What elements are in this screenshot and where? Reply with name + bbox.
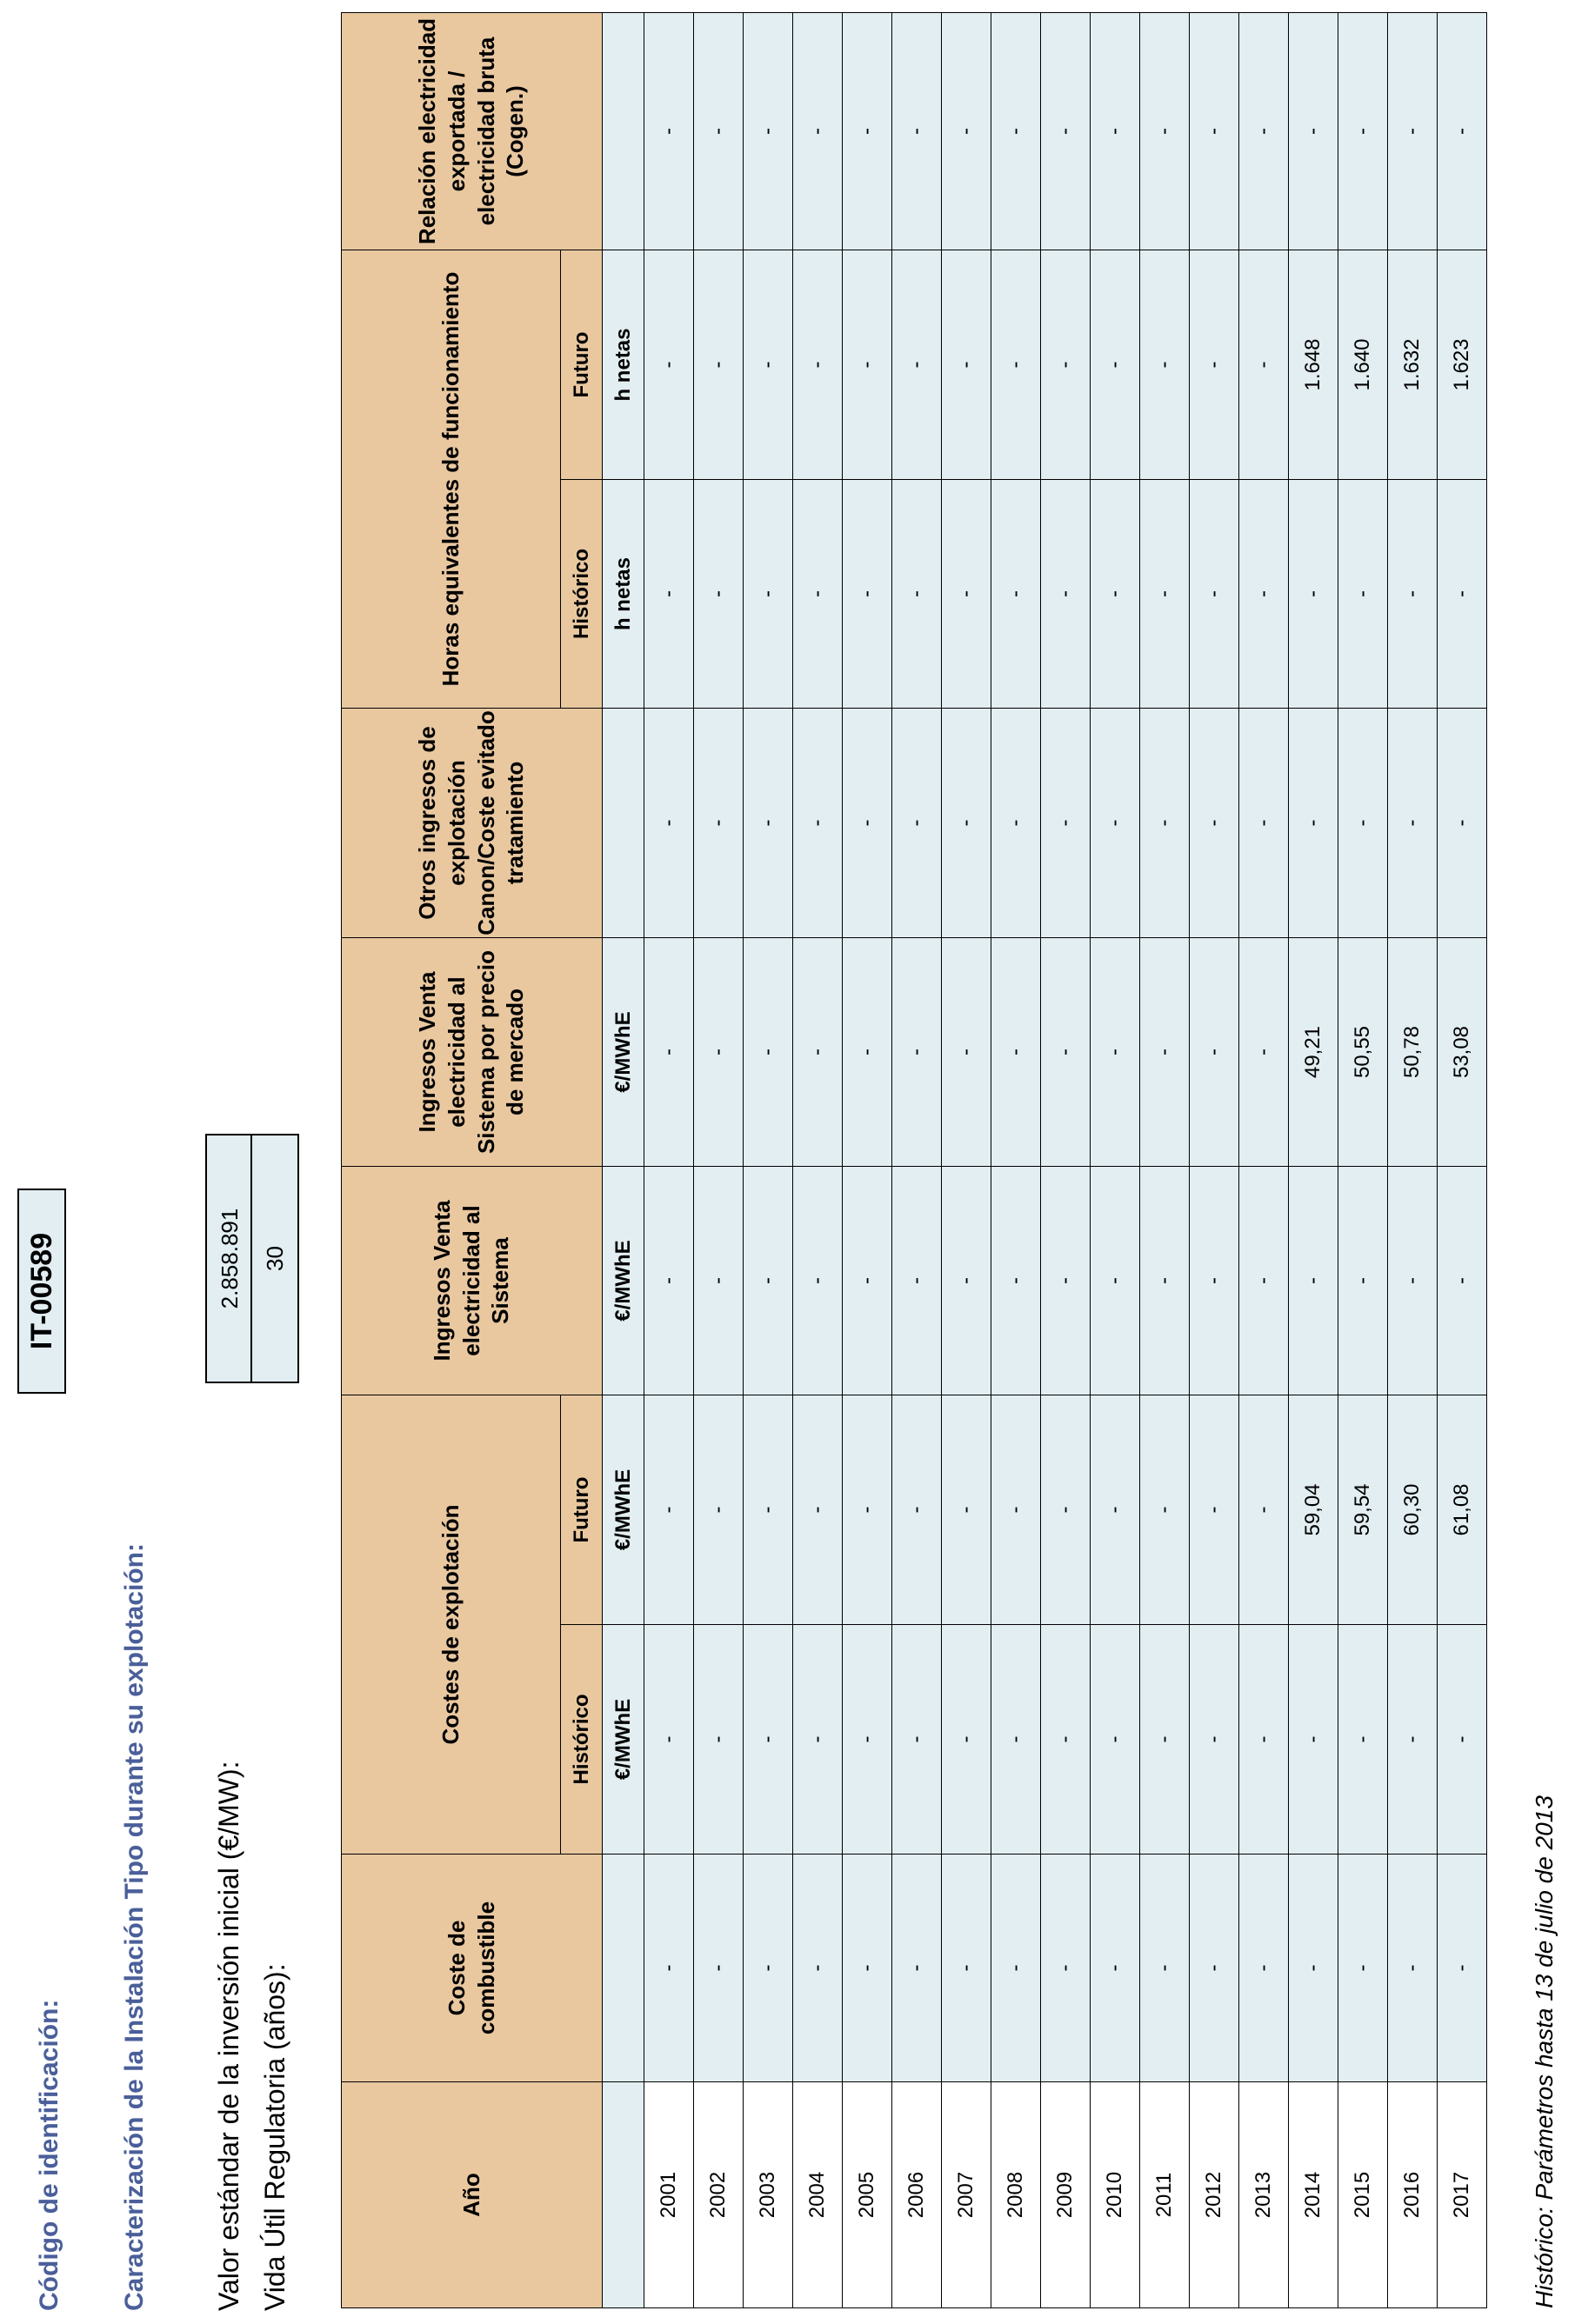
costs-futuro-cell: - — [892, 1395, 942, 1625]
fuel-cell: - — [1190, 1855, 1239, 2082]
other-cell: - — [1388, 709, 1438, 938]
costs-historico-cell: - — [793, 1625, 843, 1855]
ratio-cell: - — [1091, 13, 1140, 250]
table-row — [991, 13, 1041, 2308]
hours-historico-cell: - — [1190, 480, 1239, 709]
ratio-cell: - — [644, 13, 694, 250]
hours-historico-cell: - — [744, 480, 793, 709]
year-cell: 2006 — [892, 2082, 942, 2308]
sales-futuro-cell: - — [1091, 938, 1140, 1167]
hours-futuro-subheader: Futuro — [561, 250, 603, 480]
sales-futuro-cell: - — [942, 938, 991, 1167]
hours-futuro-cell: 1.632 — [1388, 250, 1438, 480]
col-hours-header: Horas equivalentes de funcionamiento — [342, 250, 561, 709]
ratio-cell: - — [1338, 13, 1388, 250]
hours-historico-cell: - — [1140, 480, 1190, 709]
other-cell: - — [1338, 709, 1388, 938]
year-cell: 2013 — [1239, 2082, 1289, 2308]
fuel-cell: - — [1041, 1855, 1091, 2082]
year-cell: 2012 — [1190, 2082, 1239, 2308]
unit-cell: h netas — [603, 250, 644, 480]
hours-futuro-cell: 1.640 — [1338, 250, 1388, 480]
other-cell: - — [1289, 709, 1338, 938]
code-value-box: IT-00589 — [17, 1189, 66, 1394]
unit-cell — [603, 2082, 644, 2308]
life-value-box: 30 — [250, 1134, 299, 1383]
table-row — [694, 13, 744, 2308]
table-row — [1190, 13, 1239, 2308]
year-cell: 2008 — [991, 2082, 1041, 2308]
table-row — [793, 13, 843, 2308]
sales-historico-cell: - — [1388, 1167, 1438, 1395]
costs-historico-cell: - — [744, 1625, 793, 1855]
hours-futuro-cell: - — [744, 250, 793, 480]
costs-historico-cell: - — [1388, 1625, 1438, 1855]
table-row — [744, 13, 793, 2308]
table-row — [644, 13, 694, 2308]
sales-futuro-cell: 50,78 — [1388, 938, 1438, 1167]
ratio-cell: - — [694, 13, 744, 250]
col-year-header: Año — [342, 2082, 603, 2308]
sales-historico-cell: - — [942, 1167, 991, 1395]
sales-historico-cell: - — [793, 1167, 843, 1395]
hours-futuro-cell: - — [1190, 250, 1239, 480]
table-row — [1338, 13, 1388, 2308]
costs-futuro-subheader: Futuro — [561, 1395, 603, 1625]
unit-cell: h netas — [603, 480, 644, 709]
costs-historico-cell: - — [1438, 1625, 1487, 1855]
sales-futuro-cell: - — [843, 938, 892, 1167]
sales-historico-cell: - — [644, 1167, 694, 1395]
sales-futuro-cell: - — [1239, 938, 1289, 1167]
hours-historico-cell: - — [843, 480, 892, 709]
year-cell: 2010 — [1091, 2082, 1140, 2308]
hours-historico-cell: - — [644, 480, 694, 709]
costs-historico-cell: - — [1190, 1625, 1239, 1855]
costs-historico-cell: - — [991, 1625, 1041, 1855]
unit-cell: €/MWhE — [603, 938, 644, 1167]
costs-futuro-cell: - — [843, 1395, 892, 1625]
sales-historico-cell: - — [744, 1167, 793, 1395]
hours-historico-cell: - — [892, 480, 942, 709]
other-cell: - — [744, 709, 793, 938]
investment-value-box: 2.858.891 — [205, 1134, 254, 1383]
fuel-cell: - — [843, 1855, 892, 2082]
sales-futuro-cell: - — [1140, 938, 1190, 1167]
table-row — [843, 13, 892, 2308]
unit-cell: €/MWhE — [603, 1167, 644, 1395]
fuel-cell: - — [1338, 1855, 1388, 2082]
hours-futuro-cell: - — [843, 250, 892, 480]
sales-futuro-cell: 53,08 — [1438, 938, 1487, 1167]
costs-futuro-cell: 60,30 — [1388, 1395, 1438, 1625]
year-cell: 2004 — [793, 2082, 843, 2308]
fuel-cell: - — [1140, 1855, 1190, 2082]
year-cell: 2011 — [1140, 2082, 1190, 2308]
other-cell: - — [843, 709, 892, 938]
sales-futuro-cell: - — [694, 938, 744, 1167]
sales-futuro-cell: - — [744, 938, 793, 1167]
fuel-cell: - — [942, 1855, 991, 2082]
installation-table — [341, 12, 1487, 2308]
ratio-cell: - — [843, 13, 892, 250]
costs-futuro-cell: - — [1091, 1395, 1140, 1625]
table-row — [942, 13, 991, 2308]
costs-futuro-cell: - — [1239, 1395, 1289, 1625]
costs-futuro-cell: 59,54 — [1338, 1395, 1388, 1625]
fuel-cell: - — [892, 1855, 942, 2082]
hours-futuro-cell: - — [1041, 250, 1091, 480]
sales-historico-cell: - — [1041, 1167, 1091, 1395]
col-sales-header: Ingresos Venta electricidad al Sistema — [342, 1167, 603, 1395]
costs-historico-cell: - — [1140, 1625, 1190, 1855]
fuel-cell: - — [1239, 1855, 1289, 2082]
costs-historico-subheader: Histórico — [561, 1625, 603, 1855]
hours-futuro-cell: - — [793, 250, 843, 480]
costs-futuro-cell: - — [1140, 1395, 1190, 1625]
costs-futuro-cell: - — [1190, 1395, 1239, 1625]
sales-futuro-cell: 50,55 — [1338, 938, 1388, 1167]
costs-futuro-cell: - — [793, 1395, 843, 1625]
units-row — [603, 13, 644, 2308]
ratio-cell: - — [1140, 13, 1190, 250]
hours-futuro-cell: - — [644, 250, 694, 480]
fuel-cell: - — [1091, 1855, 1140, 2082]
other-cell: - — [1140, 709, 1190, 938]
fuel-cell: - — [1438, 1855, 1487, 2082]
hours-historico-cell: - — [991, 480, 1041, 709]
fuel-cell: - — [644, 1855, 694, 2082]
costs-futuro-cell: - — [991, 1395, 1041, 1625]
costs-historico-cell: - — [1091, 1625, 1140, 1855]
costs-futuro-cell: 59,04 — [1289, 1395, 1338, 1625]
ratio-cell: - — [1438, 13, 1487, 250]
year-cell: 2007 — [942, 2082, 991, 2308]
other-cell: - — [793, 709, 843, 938]
costs-historico-cell: - — [1239, 1625, 1289, 1855]
col-sales-market-header: Ingresos Venta electricidad al Sistema por precio de mercado — [342, 938, 603, 1167]
hours-historico-cell: - — [1289, 480, 1338, 709]
sales-futuro-cell: - — [1041, 938, 1091, 1167]
unit-cell — [603, 13, 644, 250]
costs-historico-cell: - — [892, 1625, 942, 1855]
sales-historico-cell: - — [843, 1167, 892, 1395]
other-cell: - — [892, 709, 942, 938]
costs-futuro-cell: - — [942, 1395, 991, 1625]
sales-futuro-cell: - — [991, 938, 1041, 1167]
table-row — [1438, 13, 1487, 2308]
costs-futuro-cell: - — [694, 1395, 744, 1625]
costs-historico-cell: - — [1289, 1625, 1338, 1855]
costs-futuro-cell: - — [744, 1395, 793, 1625]
costs-historico-cell: - — [1041, 1625, 1091, 1855]
col-ratio-header: Relación electricidad exportada / electricidad bruta (Cogen.) — [342, 13, 603, 250]
hours-futuro-cell: - — [991, 250, 1041, 480]
sales-historico-cell: - — [1190, 1167, 1239, 1395]
costs-historico-cell: - — [843, 1625, 892, 1855]
other-cell: - — [1438, 709, 1487, 938]
hours-historico-cell: - — [1091, 480, 1140, 709]
costs-futuro-cell: 61,08 — [1438, 1395, 1487, 1625]
sales-historico-cell: - — [1140, 1167, 1190, 1395]
table-row — [1091, 13, 1140, 2308]
table-row — [1041, 13, 1091, 2308]
hours-futuro-cell: - — [942, 250, 991, 480]
ratio-cell: - — [1388, 13, 1438, 250]
ratio-cell: - — [942, 13, 991, 250]
other-cell: - — [1239, 709, 1289, 938]
table-row — [892, 13, 942, 2308]
year-cell: 2014 — [1289, 2082, 1338, 2308]
hours-historico-cell: - — [793, 480, 843, 709]
col-other-header: Otros ingresos de explotación Canon/Coste evitado tratamiento — [342, 709, 603, 938]
sales-futuro-cell: - — [793, 938, 843, 1167]
year-cell: 2017 — [1438, 2082, 1487, 2308]
fuel-cell: - — [1289, 1855, 1338, 2082]
year-cell: 2009 — [1041, 2082, 1091, 2308]
table-row — [1388, 13, 1438, 2308]
fuel-cell: - — [991, 1855, 1041, 2082]
other-cell: - — [694, 709, 744, 938]
year-cell: 2016 — [1388, 2082, 1438, 2308]
hours-historico-cell: - — [694, 480, 744, 709]
hours-historico-cell: - — [1239, 480, 1289, 709]
costs-futuro-cell: - — [644, 1395, 694, 1625]
unit-cell — [603, 709, 644, 938]
fuel-cell: - — [1388, 1855, 1438, 2082]
ratio-cell: - — [1239, 13, 1289, 250]
other-cell: - — [1091, 709, 1140, 938]
hours-futuro-cell: - — [1091, 250, 1140, 480]
costs-futuro-cell: - — [1041, 1395, 1091, 1625]
ratio-cell: - — [744, 13, 793, 250]
ratio-cell: - — [1289, 13, 1338, 250]
fuel-cell: - — [793, 1855, 843, 2082]
col-costs-header: Costes de explotación — [342, 1395, 561, 1855]
sales-historico-cell: - — [1289, 1167, 1338, 1395]
hours-historico-cell: - — [1438, 480, 1487, 709]
section-title: Caracterización de la Instalación Tipo durante su explotación: — [120, 1543, 149, 2311]
unit-cell: €/MWhE — [603, 1395, 644, 1625]
sales-futuro-cell: - — [892, 938, 942, 1167]
col-fuel-header: Coste de combustible — [342, 1855, 603, 2082]
costs-historico-cell: - — [694, 1625, 744, 1855]
table-row — [1239, 13, 1289, 2308]
year-cell: 2003 — [744, 2082, 793, 2308]
sales-futuro-cell: 49,21 — [1289, 938, 1338, 1167]
hours-futuro-cell: - — [1140, 250, 1190, 480]
sales-historico-cell: - — [1091, 1167, 1140, 1395]
sales-historico-cell: - — [991, 1167, 1041, 1395]
hours-historico-cell: - — [942, 480, 991, 709]
investment-label: Valor estándar de la inversión inicial (€/MW): — [213, 1761, 244, 2311]
hours-historico-cell: - — [1388, 480, 1438, 709]
year-cell: 2005 — [843, 2082, 892, 2308]
fuel-cell: - — [694, 1855, 744, 2082]
year-cell: 2001 — [644, 2082, 694, 2308]
code-label: Código de identificación: — [35, 1999, 63, 2311]
table-row — [1289, 13, 1338, 2308]
sales-historico-cell: - — [892, 1167, 942, 1395]
other-cell: - — [1041, 709, 1091, 938]
hours-futuro-cell: - — [1239, 250, 1289, 480]
hours-historico-subheader: Histórico — [561, 480, 603, 709]
hours-historico-cell: - — [1338, 480, 1388, 709]
sales-historico-cell: - — [694, 1167, 744, 1395]
footnote: Histórico: Parámetros hasta 13 de julio de 2013 — [1531, 1795, 1558, 2308]
ratio-cell: - — [1041, 13, 1091, 250]
sales-historico-cell: - — [1239, 1167, 1289, 1395]
hours-futuro-cell: 1.623 — [1438, 250, 1487, 480]
sales-historico-cell: - — [1438, 1167, 1487, 1395]
costs-historico-cell: - — [942, 1625, 991, 1855]
fuel-cell: - — [744, 1855, 793, 2082]
hours-futuro-cell: - — [694, 250, 744, 480]
ratio-cell: - — [793, 13, 843, 250]
hours-historico-cell: - — [1041, 480, 1091, 709]
other-cell: - — [991, 709, 1041, 938]
costs-historico-cell: - — [1338, 1625, 1388, 1855]
year-cell: 2002 — [694, 2082, 744, 2308]
hours-futuro-cell: 1.648 — [1289, 250, 1338, 480]
unit-cell: €/MWhE — [603, 1625, 644, 1855]
other-cell: - — [644, 709, 694, 938]
ratio-cell: - — [892, 13, 942, 250]
sales-futuro-cell: - — [1190, 938, 1239, 1167]
ratio-cell: - — [1190, 13, 1239, 250]
sales-futuro-cell: - — [644, 938, 694, 1167]
costs-historico-cell: - — [644, 1625, 694, 1855]
other-cell: - — [942, 709, 991, 938]
ratio-cell: - — [991, 13, 1041, 250]
other-cell: - — [1190, 709, 1239, 938]
life-label: Vida Útil Regulatoria (años): — [259, 1963, 290, 2311]
table-row — [1140, 13, 1190, 2308]
year-cell: 2015 — [1338, 2082, 1388, 2308]
unit-cell — [603, 1855, 644, 2082]
hours-futuro-cell: - — [892, 250, 942, 480]
sales-historico-cell: - — [1338, 1167, 1388, 1395]
